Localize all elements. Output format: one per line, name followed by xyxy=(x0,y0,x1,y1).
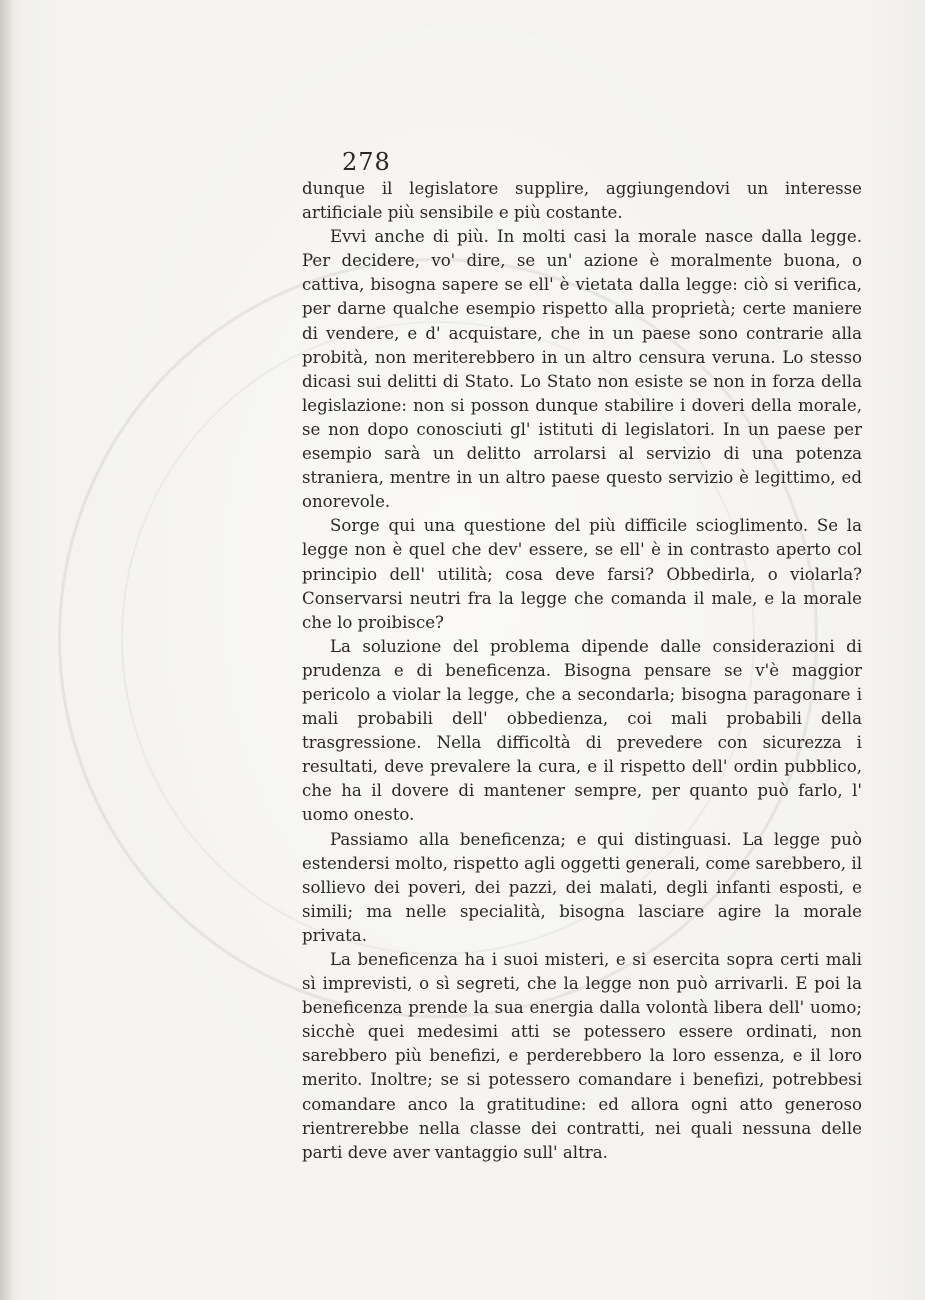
paragraph-4: La soluzione del problema dipende dalle considerazioni di prudenza e di beneficenza. Bisogna pensare se v'è maggior pericolo a violar la legge, che a secondarla; bisogna paragonare i mali probabili dell' obbedienza, coi mali probabili della trasgressione. Nella difficoltà di prevedere con sicurezza i resultati, deve prevalere la cura, e il rispetto dell' ordin pubblico, che ha il dovere di mantener sempre, per quanto può farlo, l' uomo onesto. xyxy=(302,636,862,825)
paragraph-3: Sorge qui una questione del più difficile scioglimento. Se la legge non è quel che dev' essere, se ell' è in contrasto aperto col principio dell' utilità; cosa deve farsi? Obbedirla, o violarla? Conservarsi neutri fra la legge che comanda il male, e la morale che lo proibisce? xyxy=(302,516,862,632)
paragraph-2: Evvi anche di più. In molti casi la morale nasce dalla legge. Per decidere, vo' dire, se un' azione è moralmente buona, o cattiva, bisogna sapere se ell' è vietata dalla legge: ciò si verifica, per darne qualche esempio rispetto alla proprietà; certe maniere di vendere, e d' acquistare, che in un paese sono contrarie alla probità, non meriterebbero in un altro censura veruna. Lo stesso dicasi sui delitti di Stato. Lo Stato non esiste se non in forza della legislazione: non si posson dunque stabilire i doveri della morale, se non dopo conosciuti gl' istituti di legislatori. In un paese per esempio sarà un delitto arrolarsi al servizio di una potenza straniera, mentre in un altro paese questo servizio è legittimo, ed onorevole. xyxy=(302,227,862,512)
body-text xyxy=(302,177,862,1165)
paragraph-5: Passiamo alla beneficenza; e qui distinguasi. La legge può estendersi molto, rispetto agli oggetti generali, come sarebbero, il sollievo dei poveri, dei pazzi, dei malati, degli infanti esposti, e simili; ma nelle specialità, bisogna lasciare agire la morale privata. xyxy=(302,829,862,945)
paragraph-6: La beneficenza ha i suoi misteri, e si esercita sopra certi mali sì imprevisti, o sì segreti, che la legge non può arrivarli. E poi la beneficenza prende la sua energia dalla volontà libera dell' uomo; sicchè quei medesimi atti se potessero essere ordinati, non sarebbero più benefizi, e perderebbero la loro essenza, e il loro merito. Inoltre; se si potessero comandare i benefizi, potrebbesi comandare anco la gratitudine: ed allora ogni atto generoso rientrerebbe nella classe dei contratti, nei quali nessuna delle parti deve aver vantaggio sull' altra. xyxy=(302,950,862,1162)
page-number: 278 xyxy=(342,148,391,176)
page-edge-shadow xyxy=(0,0,14,1300)
paragraph-1: dunque il legislatore supplire, aggiungendovi un interesse artificiale più sensibile e più costante. xyxy=(302,179,862,223)
